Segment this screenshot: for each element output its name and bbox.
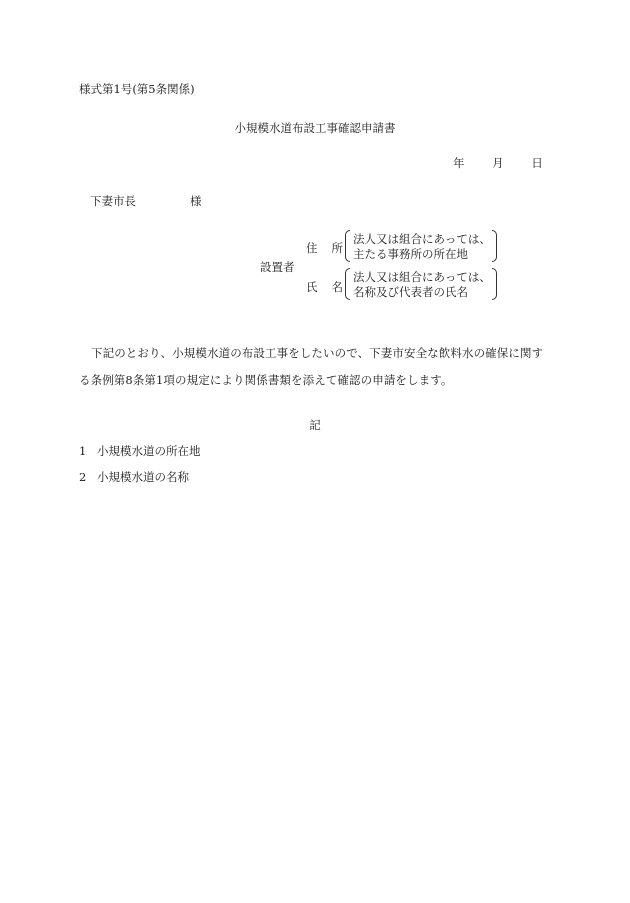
item-text: 小規模水道の名称 <box>97 470 189 484</box>
addressee-honorific: 様 <box>190 194 202 208</box>
item-number: 2 <box>79 470 87 484</box>
name-label <box>306 280 343 294</box>
document-title: 小規模水道布設工事確認申請書 <box>234 121 396 135</box>
name-label-char-1: 氏 <box>306 280 318 294</box>
address-note-line-1: 法人又は組合にあっては、 <box>353 232 491 246</box>
list-item <box>79 444 201 458</box>
item-number: 1 <box>79 444 87 458</box>
address-label-char-1: 住 <box>306 241 318 255</box>
addressee-name: 下妻市長 <box>90 194 136 208</box>
item-text: 小規模水道の所在地 <box>97 444 201 458</box>
ki-heading: 記 <box>309 418 321 432</box>
date-month-label: 月 <box>492 156 504 170</box>
right-bracket <box>492 230 497 262</box>
address-note-line-2: 主たる事務所の所在地 <box>353 247 468 261</box>
name-note-line-2: 名称及び代表者の氏名 <box>353 285 468 299</box>
list-item <box>79 470 189 484</box>
date-day-label: 日 <box>531 156 543 170</box>
left-bracket <box>345 268 350 300</box>
applicant-label: 設置者 <box>260 260 295 274</box>
address-label-char-2: 所 <box>331 241 343 255</box>
form-number: 様式第1号(第5条関係) <box>79 82 195 96</box>
name-note <box>345 268 497 300</box>
left-bracket <box>345 230 350 262</box>
name-label-char-2: 名 <box>331 280 343 294</box>
address-label <box>306 241 343 255</box>
address-note <box>345 230 497 262</box>
date-line <box>453 156 543 170</box>
body-paragraph: 下記のとおり、小規模水道の布設工事をしたいので、下妻市安全な飲料水の確保に関する条例第8条第1項の規定により関係書類を添えて確認の申請をします。 <box>79 346 544 387</box>
addressee <box>90 194 202 208</box>
date-year-label: 年 <box>453 156 465 170</box>
name-note-line-1: 法人又は組合にあっては、 <box>353 270 491 284</box>
right-bracket <box>492 268 497 300</box>
